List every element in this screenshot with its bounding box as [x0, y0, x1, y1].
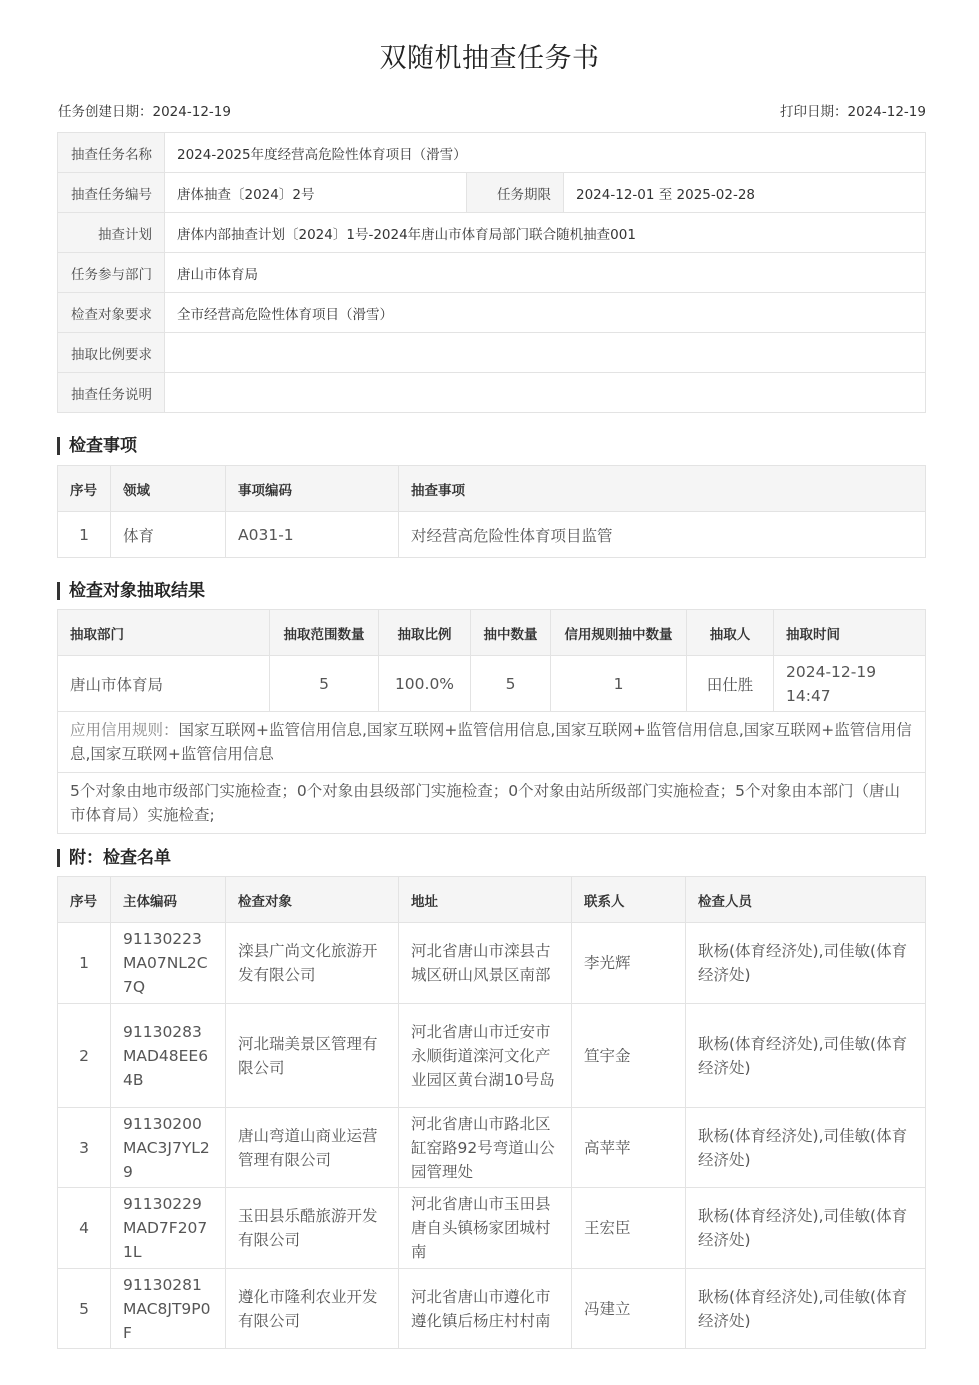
col-header: 主体编码 — [111, 877, 226, 923]
row-code: 91130229MAD7F2071L — [111, 1188, 226, 1269]
items-table — [57, 465, 926, 558]
info-row — [58, 133, 926, 173]
row-no: 2 — [58, 1004, 111, 1108]
page-title: 双随机抽查任务书 — [379, 43, 600, 74]
info-row — [58, 333, 926, 373]
result-person: 田仕胜 — [687, 656, 774, 712]
col-header: 检查对象 — [226, 877, 399, 923]
row-address: 河北省唐山市路北区缸窑路92号弯道山公园管理处 — [399, 1108, 572, 1188]
info-row — [58, 173, 926, 213]
row-code: 91130200MAC3J7YL29 — [111, 1108, 226, 1188]
col-header: 抽取范围数量 — [270, 610, 379, 656]
print-date: 打印日期：2024-12-19 — [780, 104, 926, 120]
target-value: 全市经营高危险性体育项目（滑雪） — [165, 293, 926, 333]
col-header: 检查人员 — [686, 877, 926, 923]
row-name: 河北瑞美景区管理有限公司 — [226, 1004, 399, 1108]
col-header: 抽取部门 — [58, 610, 270, 656]
credit-rule-label: 应用信用规则： — [70, 721, 179, 739]
row-no: 5 — [58, 1269, 111, 1349]
col-header: 抽取人 — [687, 610, 774, 656]
row-name: 玉田县乐酷旅游开发有限公司 — [226, 1188, 399, 1269]
create-date: 任务创建日期：2024-12-19 — [58, 104, 231, 120]
summary-row — [58, 773, 926, 834]
table-row — [58, 923, 926, 1004]
row-no: 4 — [58, 1188, 111, 1269]
col-header: 序号 — [58, 877, 111, 923]
row-contact: 笪宇金 — [572, 1004, 686, 1108]
table-row — [58, 1004, 926, 1108]
row-address: 河北省唐山市迁安市永顺街道滦河文化产业园区黄台湖10号岛 — [399, 1004, 572, 1108]
result-count: 5 — [471, 656, 551, 712]
task-no-value: 唐体抽查〔2024〕2号 — [165, 173, 467, 213]
result-range: 5 — [270, 656, 379, 712]
row-name: 遵化市隆利农业开发有限公司 — [226, 1269, 399, 1349]
list-body — [58, 923, 926, 1349]
row-address: 河北省唐山市玉田县唐自头镇杨家团城村南 — [399, 1188, 572, 1269]
result-dept: 唐山市体育局 — [58, 656, 270, 712]
task-name-value: 2024-2025年度经营高危险性体育项目（滑雪） — [165, 133, 926, 173]
task-no-label: 抽查任务编号 — [58, 173, 165, 213]
task-name-label: 抽查任务名称 — [58, 133, 165, 173]
info-row — [58, 293, 926, 333]
row-inspectors: 耿杨(体育经济处),司佳敏(体育经济处) — [686, 1108, 926, 1188]
item-no: 1 — [58, 512, 111, 558]
info-row — [58, 253, 926, 293]
table-row — [58, 656, 926, 712]
result-summary: 5个对象由地市级部门实施检查；0个对象由县级部门实施检查；0个对象由站所级部门实施检查；5个对象由本部门（唐山市体育局）实施检查; — [58, 773, 926, 834]
col-header: 抽查事项 — [399, 466, 926, 512]
row-code: 91130283MAD48EE64B — [111, 1004, 226, 1108]
col-header: 地址 — [399, 877, 572, 923]
col-header: 抽取比例 — [379, 610, 471, 656]
result-table — [57, 609, 926, 834]
table-row — [58, 1188, 926, 1269]
row-inspectors: 耿杨(体育经济处),司佳敏(体育经济处) — [686, 1188, 926, 1269]
item-matter: 对经营高危险性体育项目监管 — [399, 512, 926, 558]
credit-rule-text: 国家互联网+监管信用信息,国家互联网+监管信用信息,国家互联网+监管信用信息,国家互联网+监管信用信息,国家互联网+监管信用信息 — [70, 721, 912, 763]
row-address: 河北省唐山市滦县古城区研山风景区南部 — [399, 923, 572, 1004]
row-name: 滦县广尚文化旅游开发有限公司 — [226, 923, 399, 1004]
dept-label: 任务参与部门 — [58, 253, 165, 293]
item-code: A031-1 — [226, 512, 399, 558]
target-label: 检查对象要求 — [58, 293, 165, 333]
ratio-value — [165, 333, 926, 373]
period-label: 任务期限 — [467, 173, 564, 213]
row-inspectors: 耿杨(体育经济处),司佳敏(体育经济处) — [686, 1004, 926, 1108]
result-ratio: 100.0% — [379, 656, 471, 712]
col-header: 抽取时间 — [774, 610, 926, 656]
table-row — [58, 1269, 926, 1349]
dept-value: 唐山市体育局 — [165, 253, 926, 293]
list-section-title: 附：检查名单 — [57, 849, 171, 867]
col-header: 事项编码 — [226, 466, 399, 512]
row-code: 91130223MA07NL2C7Q — [111, 923, 226, 1004]
table-row — [58, 1108, 926, 1188]
rule-row — [58, 712, 926, 773]
row-name: 唐山弯道山商业运营管理有限公司 — [226, 1108, 399, 1188]
period-value: 2024-12-01 至 2025-02-28 — [564, 173, 926, 213]
info-row — [58, 373, 926, 413]
plan-value: 唐体内部抽查计划〔2024〕1号-2024年唐山市体育局部门联合随机抽查001 — [165, 213, 926, 253]
col-header: 领域 — [111, 466, 226, 512]
desc-label: 抽查任务说明 — [58, 373, 165, 413]
items-header-row — [58, 466, 926, 512]
row-address: 河北省唐山市遵化市遵化镇后杨庄村村南 — [399, 1269, 572, 1349]
info-row — [58, 213, 926, 253]
row-contact: 王宏臣 — [572, 1188, 686, 1269]
col-header: 联系人 — [572, 877, 686, 923]
result-section-title: 检查对象抽取结果 — [57, 582, 205, 600]
plan-label: 抽查计划 — [58, 213, 165, 253]
credit-rule — [58, 712, 926, 773]
row-no: 1 — [58, 923, 111, 1004]
col-header: 信用规则抽中数量 — [551, 610, 687, 656]
row-inspectors: 耿杨(体育经济处),司佳敏(体育经济处) — [686, 923, 926, 1004]
row-inspectors: 耿杨(体育经济处),司佳敏(体育经济处) — [686, 1269, 926, 1349]
col-header: 抽中数量 — [471, 610, 551, 656]
desc-value — [165, 373, 926, 413]
result-time: 2024-12-19 14:47 — [774, 656, 926, 712]
inspection-list-table — [57, 876, 926, 1349]
result-header-row — [58, 610, 926, 656]
table-row — [58, 512, 926, 558]
list-header-row — [58, 877, 926, 923]
items-section-title: 检查事项 — [57, 437, 137, 455]
row-code: 91130281MAC8JT9P0F — [111, 1269, 226, 1349]
row-contact: 冯建立 — [572, 1269, 686, 1349]
item-field: 体育 — [111, 512, 226, 558]
ratio-label: 抽取比例要求 — [58, 333, 165, 373]
row-no: 3 — [58, 1108, 111, 1188]
col-header: 序号 — [58, 466, 111, 512]
result-credit-count: 1 — [551, 656, 687, 712]
task-info-table — [57, 132, 926, 413]
row-contact: 高苹苹 — [572, 1108, 686, 1188]
row-contact: 李光辉 — [572, 923, 686, 1004]
